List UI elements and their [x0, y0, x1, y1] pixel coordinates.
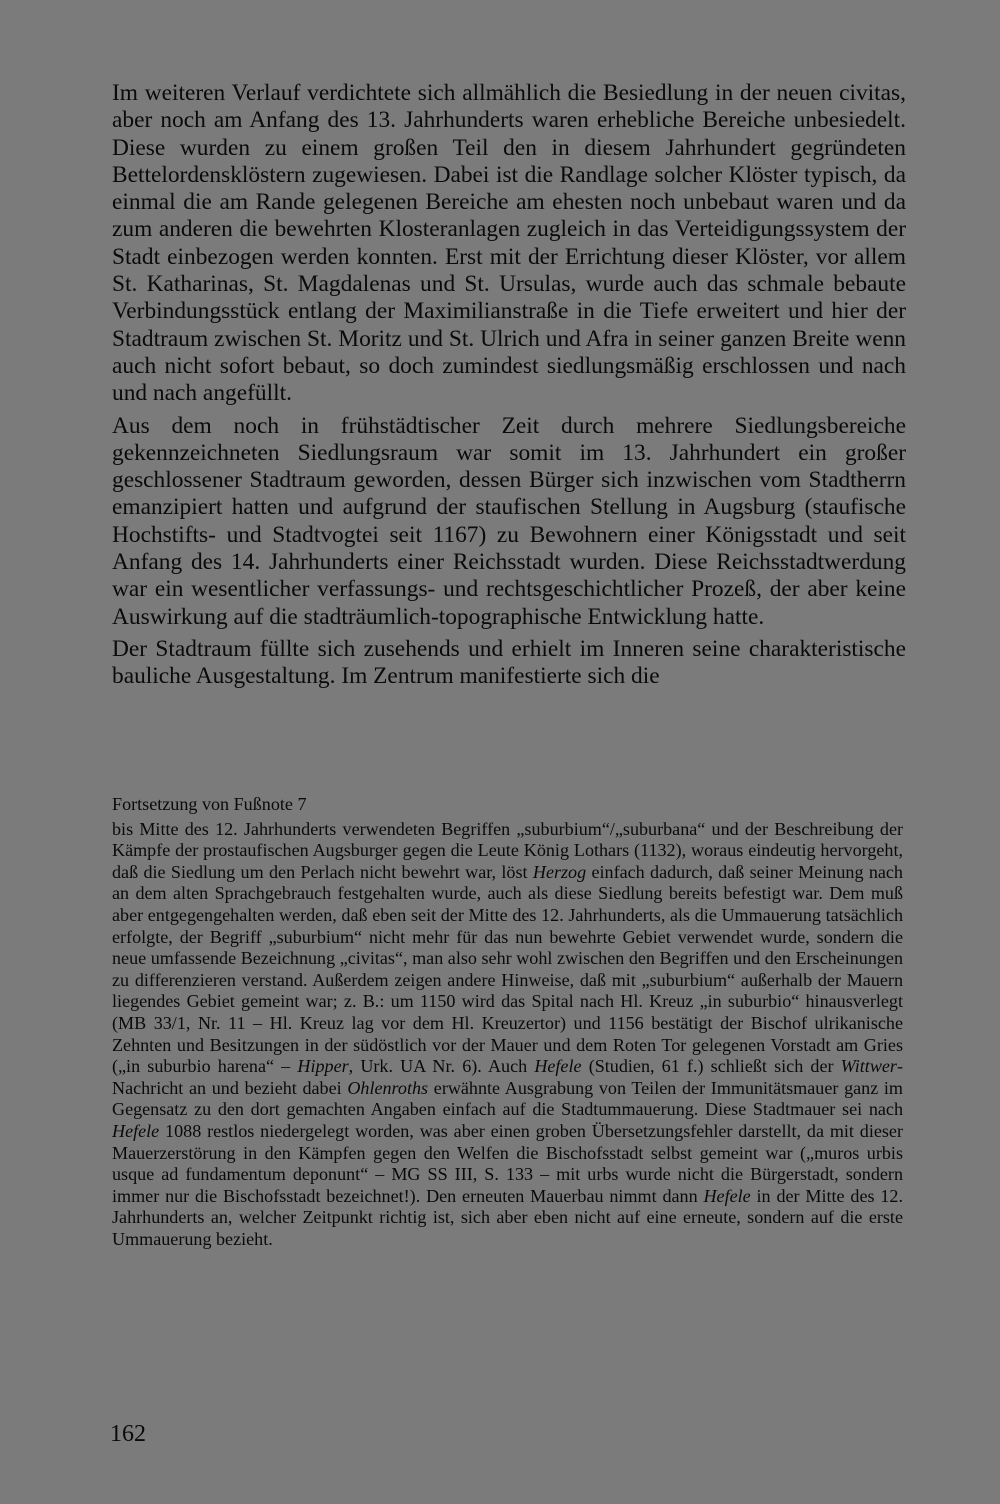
footnote-author-name: Wittwer — [840, 1056, 897, 1077]
footnote — [112, 794, 903, 1250]
paragraph-2: Aus dem noch in frühstädtischer Zeit durch mehrere Siedlungsbereiche gekennzeichneten Siedlungsraum war somit im 13. Jahrhundert ein großer geschlossener Stadtraum geworden, dessen Bürger sich inzwischen vom Stadtherrn emanzipiert hatten und aufgrund der staufischen Stellung in Augsburg (staufische Hochstifts- und Stadtvogtei seit 1167) zu Bewohnern einer Königsstadt und seit Anfang des 14. Jahrhunderts einer Reichsstadt wurden. Diese Reichsstadtwerdung war ein wesentlicher verfassungs- und rechtsgeschichtlicher Prozeß, der aber keine Auswirkung auf die stadträumlich-topographische Entwicklung hatte. — [112, 412, 906, 630]
footnote-text-segment: in der Mitte des 12. Jahrhunderts an, welcher Zeitpunkt richtig ist, sich aber eben nicht auf eine erneute, sondern auf die erste Ummauerung bezieht. — [112, 1185, 903, 1249]
footnote-text-segment: bis Mitte des 12. Jahrhunderts verwendeten Begriffen „suburbium“/„suburbana“ und der Beschreibung der Kämpfe der prostaufischen Augsburger gegen die Leute König Lothars (1132), woraus eindeutig hervorgeht, daß die Siedlung um den Perlach nicht bewehrt war, löst — [112, 818, 903, 882]
footnote-author-name: Hipper — [297, 1056, 349, 1077]
footnote-text-segment: erwähnte Ausgrabung von Teilen der Immunitätsmauer ganz im Gegensatz zu den dort gemachten Angaben einfach auf die Stadtummauerung. Diese Stadtmauer sei nach — [112, 1077, 903, 1120]
footnote-author-name: Ohlenroths — [347, 1077, 429, 1098]
footnote-author-name: Hefele — [534, 1056, 582, 1077]
footnote-text-segment: (Studien, 61 f.) schließt sich der — [581, 1056, 841, 1077]
footnote-author-name: Hefele — [703, 1185, 751, 1206]
footnote-text-segment: , Urk. UA Nr. 6). Auch — [348, 1056, 535, 1077]
footnote-text-segment: -Nachricht an und bezieht dabei — [112, 1056, 903, 1098]
footnote-body — [112, 819, 903, 1251]
page-number: 162 — [110, 1421, 146, 1447]
main-text — [112, 80, 906, 691]
paragraph-3: Der Stadtraum füllte sich zusehends und erhielt im Inneren seine charakteristische bauliche Ausgestaltung. Im Zentrum manifestierte sich die — [112, 635, 906, 690]
footnote-heading: Fortsetzung von Fußnote 7 — [112, 794, 307, 814]
footnote-text-segment: 1088 restlos niedergelegt worden, was aber einen groben Übersetzungsfehler darstellt, da mit dieser Mauerzerstörung in den Kämpfen gegen den Welfen die Bischofsstadt selbst gemeint war („muros urbis usque ad fundamentum deponunt“ – MG SS III, S. 133 – mit urbs wurde nicht die Bürgerstadt, sondern immer nur die Bischofsstadt bezeichnet!). Den erneuten Mauerbau nimmt dann — [112, 1120, 903, 1206]
footnote-author-name: Herzog — [532, 861, 587, 882]
footnote-text-segment: einfach dadurch, daß seiner Meinung nach an dem alten Sprachgebrauch festgehalten wurde, auch als diese Siedlung bereits befestigt war. Dem muß aber entgegengehalten werden, daß eben seit der Mitte des 12. Jahrhunderts, als die Ummauerung tatsächlich erfolgte, der Begriff „suburbium“ nicht mehr für das nun bewehrte Gebiet verwendet wurde, sondern die neue umfassende Bezeichnung „civitas“, man also sehr wohl zwischen den Begriffen und den Erscheinungen zu differenzieren verstand. Außerdem zeigen andere Hinweise, daß mit „suburbium“ außerhalb der Mauern liegendes Gebiet gemeint war; z. B.: um 1150 wird das Spital nach Hl. Kreuz „in suburbio“ hinausverlegt (MB 33/1, Nr. 11 – Hl. Kreuz lag vor dem Hl. Kreuzertor) und 1156 bestätigt der Bischof ulrikanische Zehnten und Besitzungen in der südöstlich vor der Mauer und dem Roten Tor gelegenen Vorstadt am Gries („in suburbio harena“ – — [112, 861, 903, 1077]
footnote-author-name: Hefele — [112, 1120, 160, 1141]
paragraph-1: Im weiteren Verlauf verdichtete sich allmählich die Besiedlung in der neuen civitas, aber noch am Anfang des 13. Jahrhunderts waren erhebliche Bereiche unbesiedelt. Diese wurden zu einem großen Teil den in diesem Jahrhundert gegründeten Bettelordensklöstern zugewiesen. Dabei ist die Randlage solcher Klöster typisch, da einmal die am Rande gelegenen Bereiche am ehesten noch unbebaut waren und da zum anderen die bewehrten Klosteranlagen zugleich in das Verteidigungssystem der Stadt einbezogen werden konnten. Erst mit der Errichtung dieser Klöster, vor allem St. Katharinas, St. Magdalenas und St. Ursulas, wurde auch das schmale bebaute Verbindungsstück entlang der Maximilianstraße in die Tiefe erweitert und hier der Stadtraum zwischen St. Moritz und St. Ulrich und Afra in seiner ganzen Breite wenn auch nicht sofort bebaut, so doch zumindest siedlungsmäßig erschlossen und nach und nach angefüllt. — [112, 80, 906, 407]
